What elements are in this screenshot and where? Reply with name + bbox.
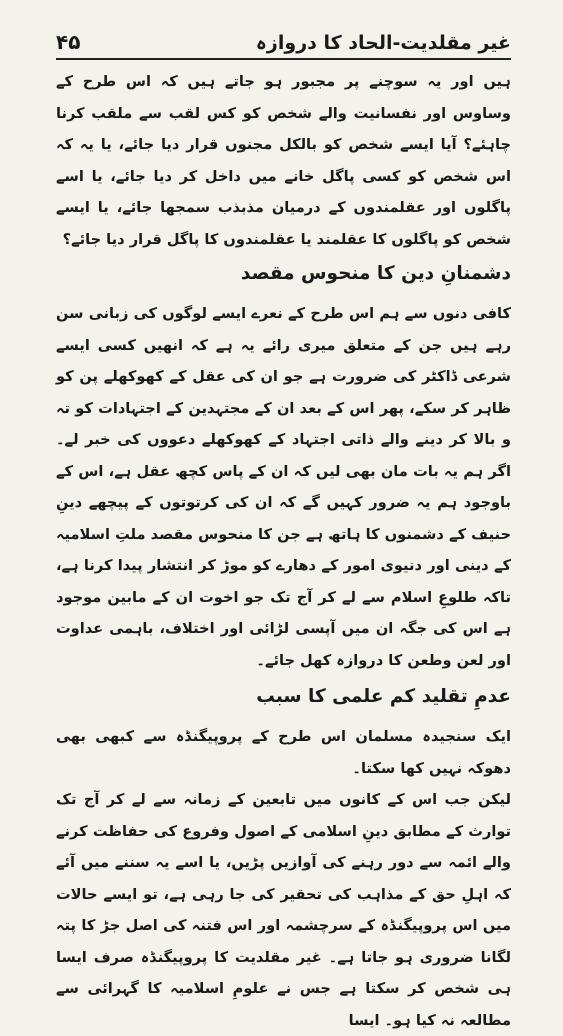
section-paragraph: ایک سنجیدہ مسلمان اس طرح کے پروپیگنڈہ سے کبھی بھی دھوکہ نہیں کھا سکتا۔: [56, 728, 511, 777]
section-paragraph: لیکن جب اس کے کانوں میں تابعین کے زمانہ سے لے کر آج تک توارث کے مطابق دینِ اسلامی کے اصول وفروع کی حفاظت کرنے والے ائمہ سے دور رہنے کی آوازیں پڑیں، یا اسے یہ سننے میں آئے کہ اہلِ حق کے مذاہب کی تحقیر کی جا رہی ہے، تو ایسے حالات میں اس پروپیگنڈہ کے سرچشمہ اور اس فتنہ کی اصل جڑ کا پتہ لگانا ضروری ہو جاتا ہے۔ غیر مقلدیت کا پروپیگنڈہ صرف ایسا ہی شخص کر سکتا ہے جس نے علومِ اسلامیہ کا گہرائی سے مطالعہ نہ کیا ہو۔ ایسا: [56, 791, 511, 1029]
running-title: غیر مقلدیت-الحاد کا دروازہ: [255, 32, 511, 54]
section-paragraph: کافی دنوں سے ہم اس طرح کے نعرے ایسے لوگوں کی زبانی سن رہے ہیں جن کے متعلق میری رائے یہ ہے کہ انھیں کسی ایسے شرعی ڈاکٹر کی ضرورت ہے جو ان کی عقل کے کھوکھلے پن کو ظاہر کر سکے، پھر اس کے بعد ان کے مجتہدین کے اجتہادات کو تہ و بالا کر دینے والے ذاتی اجتہاد کے کھوکھلے دعووں کی خبر لے۔ اگر ہم یہ بات مان بھی لیں کہ ان کے پاس کچھ عقل ہے، اس کے باوجود ہم یہ ضرور کہیں گے کہ ان کی کرتوتوں کے پیچھے دینِ حنیف کے دشمنوں کا ہاتھ ہے جن کا منحوس مقصد ملتِ اسلامیہ کے دینی اور دنیوی امور کے دھارے کو موڑ کر انتشار پیدا کرنا ہے، تاکہ طلوعِ اسلام سے لے کر آج تک جو اخوت ان کے مابین موجود ہے اس کی جگہ ان میں آپسی لڑائی اور اختلاف، باہمی عداوت اور لعن وطعن کا دروازہ کھل جائے۔: [56, 305, 511, 669]
section-heading: عدمِ تقلید کم علمی کا سبب: [256, 686, 511, 707]
intro-paragraph: ہیں اور یہ سوچنے پر مجبور ہو جاتے ہیں کہ اس طرح کے وساوس اور نفسانیت والے شخص کو کس لقب سے ملقب کرنا چاہئے؟ آیا ایسے شخص کو بالکل مجنوں قرار دیا جائے، یا یہ کہ اس شخص کو کسی پاگل خانے میں داخل کر دیا جائے، یا اسے پاگلوں اور عقلمندوں کے درمیان مذبذب سمجھا جائے، یا ایسے شخص کو پاگلوں کا عقلمند یا عقلمندوں کا پاگل قرار دیا جائے؟: [56, 73, 511, 248]
page-number: ۴۵: [56, 30, 81, 54]
section-heading: دشمنانِ دین کا منحوس مقصد: [240, 263, 511, 284]
page-header: [56, 30, 511, 60]
